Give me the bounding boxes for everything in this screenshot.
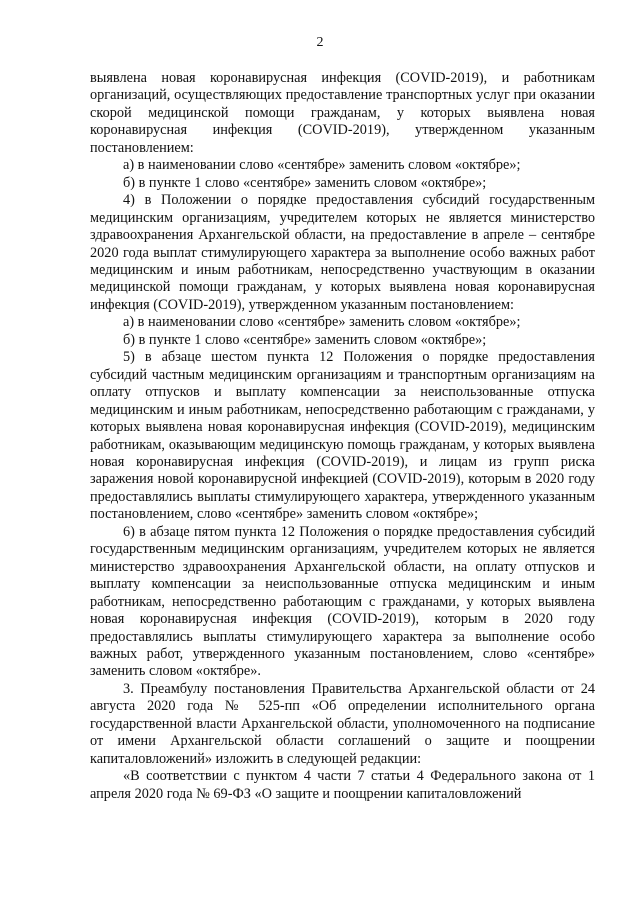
paragraph-continuation: выявлена новая коронавирусная инфекция (COVID-2019), и работникам организаций, осуществляющих предоставление транспортных услуг при оказании скорой медицинской помощи гражданам, у которых выявлена новая коронавирусная инфекция (COVID-2019), утвержденном указанным постановлением: (90, 70, 595, 156)
paragraph-item-4: 4) в Положении о порядке предоставления субсидий государственным медицинским организациям, учредителем которых не является министерство здравоохранения Архангельской области, на предоставление в апреле – сентябре 2020 года выплат стимулирующего характера за выполнение особо важных работ медицинским и иным работникам, непосредственно участвующим в оказании медицинской помощи гражданам, у которых выявлена новая коронавирусная инфекция (COVID-2019), утвержденном указанным постановлением: (90, 192, 595, 313)
paragraph-item-3: 3. Преамбулу постановления Правительства Архангельской области от 24 августа 2020 года № 525-пп «Об определении исполнительного органа государственной власти Архангельской области, уполномоченного на подписание от имени Архангельской области соглашений о защите и поощрении капиталовложений» изложить в следующей редакции: (90, 680, 595, 767)
paragraph-quote-start: «В соответствии с пунктом 4 части 7 статьи 4 Федерального закона от 1 апреля 2020 года № 69-ФЗ «О защите и поощрении капиталовложений (90, 768, 595, 802)
paragraph-item-b: б) в пункте 1 слово «сентябре» заменить словом «октябре»; (123, 174, 487, 191)
paragraph-item-a: а) в наименовании слово «сентябре» заменить словом «октябре»; (123, 157, 521, 174)
paragraph-item-6: 6) в абзаце пятом пункта 12 Положения о порядке предоставления субсидий государственным медицинским организациям, учредителем которых не является министерство здравоохранения Архангельской области, на оплату отпусков и выплату компенсации за неиспользованные отпуска медицинским и иным работникам, непосредственно работающим с гражданами, у которых выявлена новая коронавирусная инфекция (COVID-2019), которым в 2020 году предоставлялись выплаты стимулирующего характера за выполнение особо важных работ, утвержденного указанным постановлением, слово «сентябре» заменить словом «октябре». (90, 523, 595, 680)
paragraph-item-b: б) в пункте 1 слово «сентябре» заменить словом «октябре»; (123, 331, 487, 348)
document-body (90, 70, 595, 803)
page-number: 2 (316, 35, 324, 50)
paragraph-item-5: 5) в абзаце шестом пункта 12 Положения о порядке предоставления субсидий частным медицинским организациям и транспортным организациям на оплату отпусков и выплату компенсации за неиспользованные отпуска медицинским и иным работникам, непосредственно работающим с гражданами, у которых выявлена новая коронавирусная инфекция (COVID-2019), медицинским работникам, оказывающим медицинскую помощь гражданам, у которых выявлена новая коронавирусная инфекция (COVID-2019), и лицам из групп риска заражения новой коронавирусной инфекцией (COVID-2019), которым в 2020 году предоставлялись выплаты стимулирующего характера, утвержденного указанным постановлением, слово «сентябре» заменить словом «октябре»; (90, 349, 595, 523)
paragraph-item-a: а) в наименовании слово «сентябре» заменить словом «октябре»; (123, 314, 521, 331)
